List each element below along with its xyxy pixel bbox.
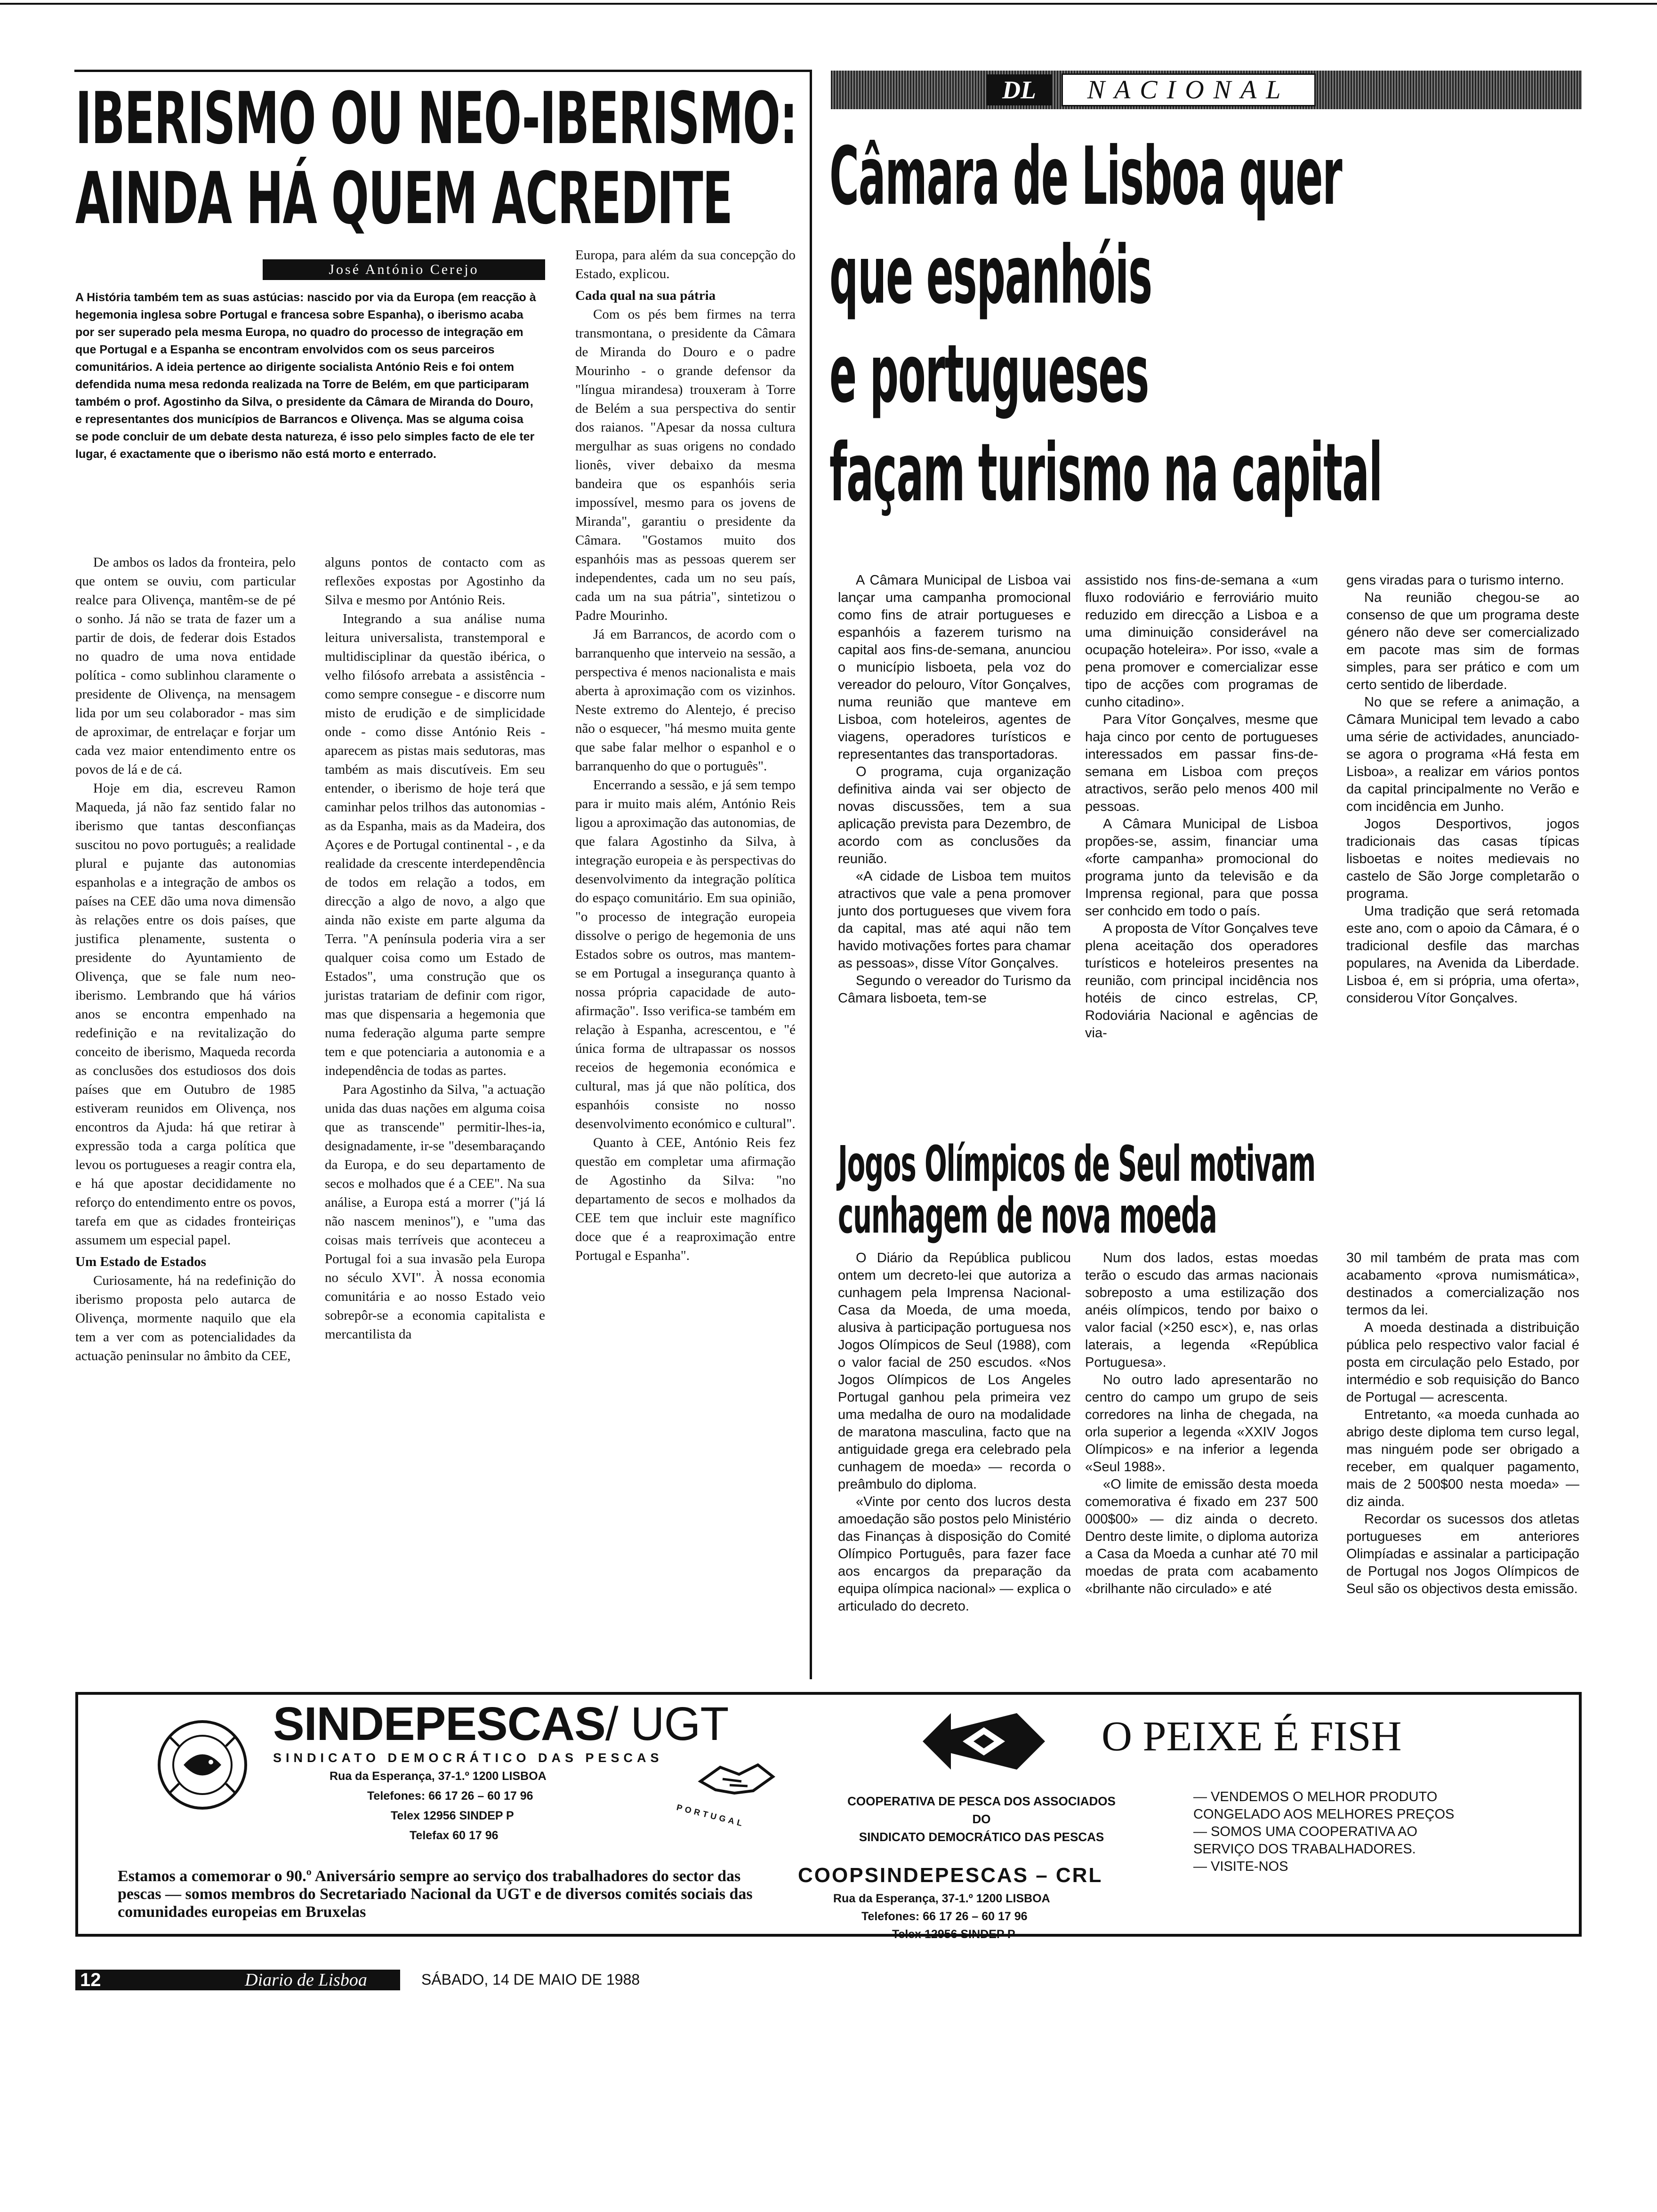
paragraph: «Vinte por cento dos lucros desta amoedação são postos pelo Ministério das Finanças à disposição do Comité Olímpico Português, para fazer face aos encargos da preparação da equipa olímpica nacional» — explica o articulado do decreto. <box>838 1494 1071 1614</box>
brand-suffix: / UGT <box>605 1698 729 1750</box>
left-col-1 <box>75 553 296 1365</box>
brand-name: SINDEPESCAS <box>273 1698 605 1750</box>
right-headline-line3: e portugueses <box>829 328 1149 421</box>
seoul-headline-line2: cunhagem de nova moeda <box>838 1187 1217 1244</box>
coop-fish-logo-icon <box>918 1704 1050 1779</box>
coop-address: Rua da Esperança, 37-1.º 1200 LISBOA <box>833 1892 1050 1905</box>
dl-logo: DL <box>986 74 1052 105</box>
subheading: Cada qual na sua pátria <box>575 288 716 303</box>
paragraph: «O limite de emissão desta moeda comemorativa é fixado em 237 500 000$00» — diz ainda o decreto. Dentro deste limite, o diploma autoriza a Casa da Moeda a cunhar até 70 mil moedas de prata com acabamento «brilhante não circulado» e até <box>1085 1477 1318 1596</box>
paragraph: A moeda destinada a distribuição pública pelo respectivo valor facial é posta em circulação pelo Estado, por intermédio e sob requisição do Banco de Portugal — acrescenta. <box>1346 1320 1579 1405</box>
paragraph: Para Vítor Gonçalves, mesme que haja cinco por cento de portugueses interessados em passar fins-de-semana em Lisboa com preços atractivos, serão pelo menos 400 mil pessoas. <box>1085 712 1318 814</box>
section-name: NACIONAL <box>1062 73 1316 106</box>
paragraph: alguns pontos de contacto com as reflexões expostas por Agostinho da Silva e mesmo por António Reis. <box>325 555 545 608</box>
paragraph: assistido nos fins-de-semana a «um fluxo rodoviário e ferroviário muito reduzido em direcção a Lisboa e a uma diminuição considerável na ocupação hoteleira». Por isso, «vale a pena promover e comercializar esse tipo de acções com programas de cunho citadino». <box>1085 573 1318 710</box>
seoul-col-2 <box>1085 1250 1318 1598</box>
paragraph: Uma tradição que será retomada este ano, com o apoio da Câmara, é o tradicional desfile das marchas populares, na Avenida da Liberdade. Lisboa é, em si própria, uma oferta», considerou Vítor Gonçalves. <box>1346 904 1579 1006</box>
coop-line-3: SINDICATO DEMOCRÁTICO DAS PESCAS <box>859 1830 1104 1844</box>
coop-phones: Telefones: 66 17 26 – 60 17 96 <box>861 1910 1028 1923</box>
masthead: Diario de Lisboa <box>245 1970 367 1990</box>
bullet-1: — VENDEMOS O MELHOR PRODUTO CONGELADO AOS MELHORES PREÇOS <box>1193 1789 1455 1822</box>
paragraph: A Câmara Municipal de Lisboa vai lançar uma campanha promocional como fins de atrair portugueses e espanhóis a fazerem turismo na capital aos fins-de-semana, anunciou o município lisboeta, pela voz do vereador do pelouro, Vítor Gonçalves, numa reunião que manteve em Lisboa, com hoteleiros, agentes de viagens, operadores turísticos e representantes das transportadoras. <box>838 573 1071 762</box>
ad-telefax: Telefax 60 17 96 <box>410 1829 499 1842</box>
paragraph: Europa, para além da sua concepção do Estado, explicou. <box>575 248 796 281</box>
emblem-text: PORTUGAL <box>676 1803 746 1829</box>
coop-name: COOPSINDEPESCAS – CRL <box>798 1864 1103 1887</box>
paragraph: Encerrando a sessão, e já sem tempo para ir muito mais além, António Reis ligou a aproximação das autonomias, de que falara Agostinho da Silva, à integração europeia e às perspectivas do desenvolvimento da integração política do espaço comunitário. Em sua opinião, "o processo de integração europeia dissolve o perigo de hegemonia de uns Estados sobre os outros, mas mantem-se em Portugal a insegurança quanto à nossa própria capacidade de auto-afirmação". Isso verifica-se também em relação à Espanha, acrescentou, e "é única forma de ultrapassar os nossos receios de hegemonia económica e cultural, mas já que não política, dos espanhóis consiste no nosso desenvolvimento económico e cultural". <box>575 777 796 1131</box>
bullet-2: — SOMOS UMA COOPERATIVA AO SERVIÇO DOS TRABALHADORES. <box>1193 1824 1417 1857</box>
paragraph: gens viradas para o turismo interno. <box>1346 573 1564 588</box>
paragraph: Para Agostinho da Silva, "a actuação unida das duas nações em alguma coisa que as transcende" permitir-lhes-ia, designadamente, ir-se "desembaraçando da Europa, e do seu departamento de secos e molhados que é a CEE". Na sua análise, a Europa está a morrer ("já lá não nascem meninos"), e "uma das coisas mais terríveis que aconteceu a Portugal foi a sua invasão pela Europa no século XVI". À nossa economia comunitária e ao nosso Estado veio sobrepôr-se a economia capitalista e mercantilista da <box>325 1082 545 1342</box>
slogan: O PEIXE É FISH <box>1102 1713 1402 1760</box>
sindepescas-brand <box>273 1698 729 1750</box>
right-col-2 <box>1085 572 1318 1042</box>
paragraph: Hoje em dia, escreveu Ramon Maqueda, já não faz sentido falar no iberismo que tantas desconfianças suscitou no povo português; a realidade plural e pujante das autonomias espanholas e a integração de ambos os países na CEE dão uma nova dimensão às relações entre os dois países, que justifica plenamente, sustenta o presidente do Ayuntamiento de Olivença, que se fale num neo-iberismo. Lembrando que há vários anos se encontra empenhado na redefinição e na revitalização do conceito de iberismo, Maqueda recorda as conclusões dos estudiosos dos dois países que em Outubro de 1985 estiveram reunidos em Olivença, nos encontros da Ajuda: há que retirar à expressão toda a carga política que levou os portugueses a reagir contra ela, e há que apostar decididamente no reforço do entendimento entre os povos, tarefa em que as cidades fronteiriças assumem um especial papel. <box>75 781 296 1248</box>
footer-bar <box>75 1970 400 1990</box>
paragraph: De ambos os lados da fronteira, pelo que ontem se ouviu, com particular realce para Olivença, mantêm-se de pé o sonho. Já não se trata de fazer um a partir de dois, de federar dois Estados no quadro de uma nova entidade política - como sublinhou claramente o presidente de Olivença, na mensagem lida por um seu colaborador - mas sim de aproximar, de entrelaçar e forjar um cada vez maior entendimento entre os povos de lá e de cá. <box>75 555 296 777</box>
left-article-top-rule <box>74 70 812 72</box>
sindicato-name: SINDICATO DEMOCRÁTICO DAS PESCAS <box>273 1751 663 1765</box>
coop-bullets <box>1193 1788 1457 1875</box>
right-col-1 <box>838 572 1071 1007</box>
left-lead <box>75 289 537 463</box>
paragraph: Num dos lados, estas moedas terão o escudo das armas nacionais sobreposto a uma estilização dos anéis olímpicos, tendo por baixo o valor facial (×250 esc×), e, nas orlas laterais, a legenda «República Portuguesa». <box>1085 1250 1318 1370</box>
seoul-headline-line1: Jogos Olímpicos de Seul motivam <box>838 1135 1316 1193</box>
paragraph: O programa, cuja organização definitiva ainda vai ser objecto de novas discussões, tem a sua aplicação prevista para Dezembro, de acordo com as conclusões da reunião. <box>838 764 1071 866</box>
paragraph: Integrando a sua análise numa leitura universalista, transtemporal e multidisciplinar da questão ibérica, o velho filósofo arrebata a assistência - como sempre consegue - e discorre num misto de erudição e de simplicidade onde - como disse António Reis - aparecem as pistas mais sedutoras, mas também as mais discutíveis. Em seu entender, o iberismo de hoje terá que caminhar pelos trilhos das autonomias - as da Espanha, mais as da Madeira, dos Açores e de Portugal continental - , e da realidade da crescente interdependência de todos em relação a todos, em direcção a algo de novo, a algo que ainda não existe em parte alguma da Terra. "A península poderia vira a ser qualquer coisa como um Estado de Estados", uma construção que os juristas tratariam de definir com rigor, mas que dispensaria a hegemonia que numa federação alguma parte sempre tem e que potenciaria a autonomia e a independência de todas as partes. <box>325 611 545 1078</box>
section-banner <box>831 71 1582 109</box>
paragraph: A proposta de Vítor Gonçalves teve plena aceitação dos operadores turísticos e hoteleiros presentes na reunião, com principal incidência nos hotéis de cinco estrelas, CP, Rodoviária Nacional e agências de via- <box>1085 921 1318 1041</box>
ad-telex: Telex 12956 SINDEP P <box>391 1809 514 1822</box>
right-headline-line1: Câmara de Lisboa quer <box>829 130 1342 223</box>
ad-address: Rua da Esperança, 37-1.º 1200 LISBOA <box>330 1770 547 1783</box>
paragraph: Jogos Desportivos, jogos tradicionais das casas típicas lisboetas e noites medievais no castelo de São Jorge completarão o programa. <box>1346 817 1579 901</box>
paragraph: Curiosamente, há na redefinição do iberismo proposta pelo autarca de Olivença, mormente naquilo que ela tem a ver com as potencialidades da actuação peninsular no âmbito da CEE, <box>75 1273 296 1363</box>
right-headline-line4: façam turismo na capital <box>829 426 1382 520</box>
paragraph: No outro lado apresentarão no centro do campo um grupo de seis corredores na linha de chegada, na orla superior a legenda «XXIV Jogos Olímpicos» e na inferior a legenda «Seul 1988». <box>1085 1372 1318 1475</box>
ad-message: Estamos a comemorar o 90.º Aniversário sempre ao serviço dos trabalhadores do sector das pescas — somos membros do Secretariado Nacional da UGT e de diversos comités sociais das comunidades europeias em Bruxelas <box>118 1867 753 1921</box>
coop-line-2: DO <box>972 1812 991 1826</box>
bullet-3: — VISITE-NOS <box>1193 1859 1288 1874</box>
paragraph: Entretanto, «a moeda cunhada ao abrigo deste diploma tem curso legal, mas ninguém pode ser obrigado a receber, em qualquer pagamento, mais de 2 500$00 nesta moeda» — diz ainda. <box>1346 1407 1579 1509</box>
paragraph: No que se refere a animação, a Câmara Municipal tem levado a cabo uma série de actividades, anunciado-se agora o programa «Há festa em Lisboa», a realizar em vários pontos da capital principalmente no Verão e com incidência em Junho. <box>1346 695 1579 814</box>
handshake-icon <box>697 1753 777 1800</box>
left-col-3 <box>575 246 796 1265</box>
paragraph: Na reunião chegou-se ao consenso de que um programa deste género não deve ser comercializado em pacote mas sim de formas simples, para ser prático e com um certo sentido de liberdade. <box>1346 590 1579 692</box>
paragraph: Já em Barrancos, de acordo com o barranquenho que interveio na sessão, a perspectiva é menos nacionalista e mais aberta à aproximação com os vizinhos. Neste extremo do Alentejo, é preciso não o esquecer, "há mesmo muita gente que sabe falar melhor o espanhol e o barranquenho do que o português". <box>575 627 796 774</box>
right-headline-line2: que espanhóis <box>829 229 1152 322</box>
top-rule <box>0 3 1657 5</box>
left-headline-line2: AINDA HÁ QUEM ACREDITE <box>75 157 732 240</box>
seoul-col-1 <box>838 1250 1071 1615</box>
sindepescas-emblem-icon <box>155 1718 249 1812</box>
column-divider <box>810 70 812 1679</box>
coop-description <box>796 1792 1167 1846</box>
right-col-3 <box>1346 572 1579 1007</box>
paragraph: A Câmara Municipal de Lisboa propões-se, assim, financiar uma «forte campanha» promocional do programa junto da televisão e da Imprensa regional, para que possa ser conhcido em todo o país. <box>1085 817 1318 919</box>
left-col-2 <box>325 553 545 1344</box>
coop-line-1: COOPERATIVA DE PESCA DOS ASSOCIADOS <box>847 1794 1116 1808</box>
coop-telex: Telex 12956 SINDEP P <box>892 1928 1015 1941</box>
left-headline-line1: IBERISMO OU NEO-IBERISMO: <box>75 77 797 160</box>
paragraph: 30 mil também de prata mas com acabamento «prova numismática», destinados a comercialização nos termos da lei. <box>1346 1250 1579 1318</box>
subheading: Um Estado de Estados <box>75 1254 206 1269</box>
paragraph: Recordar os sucessos dos atletas portugueses em anteriores Olimpíadas e assinalar a participação de Portugal nos Jogos Olímpicos de Seul são os objectivos desta emissão. <box>1346 1512 1579 1596</box>
paragraph: Segundo o vereador do Turismo da Câmara lisboeta, tem-se <box>838 973 1071 1006</box>
paragraph: O Diário da República publicou ontem um decreto-lei que autoriza a cunhagem pela Imprensa Nacional-Casa da Moeda, de uma moeda, alusiva à participação portuguesa nos Jogos Olímpicos de Seul (1988), com o valor facial de 250 escudos. «Nos Jogos Olímpicos de Los Angeles Portugal ganhou pela primeira vez uma medalha de ouro na modalidade de maratona masculina, facto que na antiguidade grega era celebrado pela cunhagem de moeda» — recorda o preâmbulo do diploma. <box>838 1250 1071 1492</box>
paragraph: «A cidade de Lisboa tem muitos atractivos que vale a pena promover junto dos portugueses que vivem fora da capital, mas até aqui não tem havido motivações fortes para chamar as pessoas», disse Vítor Gonçalves. <box>838 869 1071 971</box>
paragraph: Com os pés bem firmes na terra transmontana, o presidente da Câmara de Miranda do Douro e o padre Mourinho - o grande defensor da "língua mirandesa) trouxeram à Torre de Belém a sua perspectiva do sentir dos raianos. "Apesar da nossa cultura mergulhar as suas origens no condado lionês, viver debaixo da mesma bandeira que os espanhóis seria impossível, mesmo para os jovens de Miranda", garantiu o presidente da Câmara. "Gostamos muito dos espanhóis mas as pessoas querem ser independentes, cada um no seu país, cada um na sua pátria", sintetizou o Padre Mourinho. <box>575 307 796 623</box>
page-number: 12 <box>80 1970 101 1990</box>
seoul-col-3 <box>1346 1250 1579 1598</box>
byline: José António Cerejo <box>263 259 545 280</box>
paragraph: Quanto à CEE, António Reis fez questão em completar uma afirmação de Agostinho da Silva: "no departamento de secos e molhados da CEE tem que incluir este magnífico doce que é a reaproximação entre Portugal e Espanha". <box>575 1135 796 1263</box>
issue-date: SÁBADO, 14 DE MAIO DE 1988 <box>421 1971 640 1988</box>
ad-phones: Telefones: 66 17 26 – 60 17 96 <box>367 1789 533 1803</box>
lead-paragraph: A História também tem as suas astúcias: nascido por via da Europa (em reacção à hegemonia inglesa sobre Portugal e francesa sobre Espanha), o iberismo acaba por ser superado pela mesma Europa, no quadro do processo de integração em que Portugal e a Espanha se encontram envolvidos com os seus parceiros comunitários. A ideia pertence ao dirigente socialista António Reis e foi ontem defendida numa mesa redonda realizada na Torre de Belém, em que participaram também o prof. Agostinho da Silva, o presidente da Câmara de Miranda do Douro, e representantes dos municípios de Barrancos e Olivença. Mas se alguma coisa se pode concluir de um debate desta natureza, é isso pelo simples facto de ele ter lugar, é exactamente que o iberismo não está morto e enterrado. <box>75 291 536 461</box>
